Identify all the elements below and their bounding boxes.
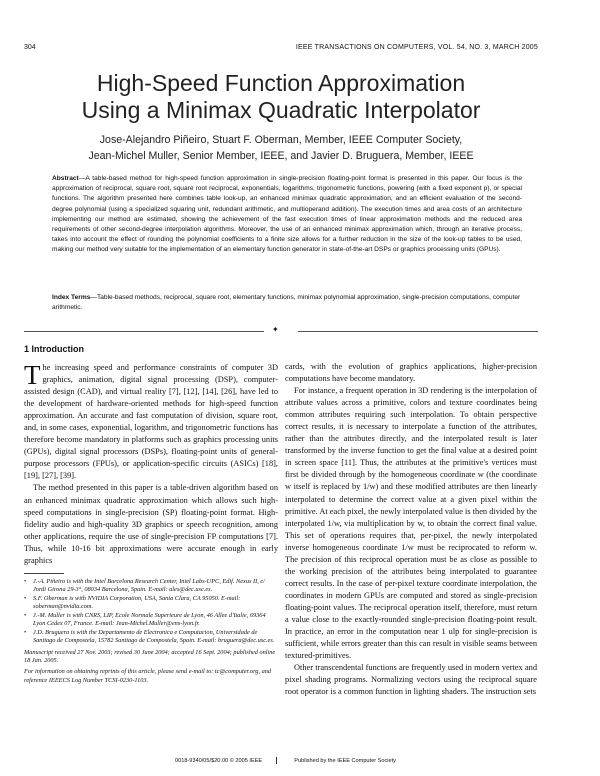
running-header <box>24 44 538 56</box>
drop-cap: T <box>24 360 41 390</box>
journal-running-head: IEEE TRANSACTIONS ON COMPUTERS, VOL. 54, NO. 3, MARCH 2005 <box>295 44 538 51</box>
authors-line-1: Jose-Alejandro Piñeiro, Stuart F. Oberman, Member, IEEE Computer Society, <box>99 134 463 146</box>
paper-title <box>24 70 538 124</box>
footnote-item <box>24 595 278 612</box>
footnote-text: J.D. Bruguera is with the Departamento de Electronica e Computacion, Universidade de Santiago de Compostela, 15782 Santiago de Compostela, Spain. E-mail: bruguera@dec.usc.es. <box>33 629 275 645</box>
right-paragraph-1: cards, with the evolution of graphics applications, higher-precision computations have become mandatory. <box>285 362 537 384</box>
index-terms-label: Index Terms <box>52 294 91 301</box>
divider-line-right <box>298 331 538 332</box>
intro-paragraph-2: The method presented in this paper is a table-driven algorithm based on an enhanced minimax quadratic approximation which allows such high-speed computations in single-precision (SP) floating-point format. High-fidelity audio and high-quality 3D graphics or speech recognition, among other applications, require the use of single-precision FP computations [7]. Thus, while 10-16 bit approximations were accurate enough in early graphics <box>24 483 278 565</box>
page-number: 304 <box>24 44 36 51</box>
index-terms <box>52 293 522 313</box>
index-terms-text: —Table-based methods, reciprocal, square root, elementary functions, minimax polynomial approximation, single-precision computations, computer arithmetic. <box>52 294 521 312</box>
footnote-text: J.-M. Muller is with CNRS, LIP, Ecole Normale Superieure de Lyon, 46 Allee d'Italie, 69364 Lyon Cedex 07, France. E-mail: Jean-Michel.Muller@ens-lyon.fr. <box>33 611 266 628</box>
divider-ornament-icon: ✦ <box>272 325 279 334</box>
footnote-bullet-icon: • <box>24 577 27 585</box>
section-heading: 1 Introduction <box>24 344 84 354</box>
bottom-separator <box>276 757 277 764</box>
abstract-label: Abstract <box>52 175 79 182</box>
right-column <box>285 361 537 698</box>
publisher-line: Published by the IEEE Computer Society <box>294 757 396 764</box>
author-list <box>24 132 538 164</box>
footnote-rule <box>24 573 64 574</box>
reprints-note: For information on obtaining reprints of this article, please send e-mail to: tc@computer.org, and reference IEEECS Log Number TCSI-0230-1103. <box>24 668 272 684</box>
section-divider <box>24 327 538 335</box>
footnote-bullet-icon: • <box>24 611 27 619</box>
right-paragraph-2: For instance, a frequent operation in 3D rendering is the interpolation of attribute values across a primitive, colors and texture coordinates being common attributes requiring such interpolation. To obtain perspective correct results, it is necessary to interpolate a function of the attributes, rather than the attributes directly, and the interpolated result is later transformed by the inverse function to get the final value at a desired point in screen space [11]. Thus, the attributes at the primitive's vertices must first be divided through by the homogeneous coordinate w (the coordinate w itself is replaced by 1/w) and these modified attributes are then linearly interpolated to determine the correct value at a given pixel within the primitive. At each pixel, the newly interpolated value is then divided by the interpolated 1/w, via multiplication by w, to obtain the correct final value. This set of operations requires that, per-pixel, the newly interpolated inverse homogeneous coordinate 1/w must be reciprocated to reform w. The precision of this reciprocal operation must be as close as possible to the working precision of the attributes being interpolated to guarantee correct results. In the case of per-pixel texture coordinate interpolation, the coordinates in modern GPUs are computed and stored as single-precision floating-point values. The reciprocal operation itself, therefore, must return a value close to the exactly-rounded single-precision floating-point result. In practice, an error in the computation near 1 ulp for single-precision is sufficient, while errors greater than this can result in visible seams between textured-primitives. <box>285 386 537 661</box>
intro-paragraph-1-text: he increasing speed and performance constraints of computer 3D graphics, animation, digital signal processing (DSP), computer-assisted design (CAD), and virtual reality [7], [12], [14], [26], have led to the development of hardware-oriented methods for high-speed function approximation. An accurate and fast computation of division, square root, and, in some cases, exponential, logarithm, and trigonometric functions has therefore become mandatory in platforms such as graphics processing units (GPUs), digital signal processors (DSPs), floating-point units of general-purpose processors (FPUs), or application-specific circuits (ASICs) [18], [19], [27], [39]. <box>24 363 278 481</box>
title-line-2: Using a Minimax Quadratic Interpolator <box>81 97 481 123</box>
issn-copyright: 0018-9340/05/$20.00 © 2005 IEEE <box>175 757 263 764</box>
footnote-item <box>24 578 278 595</box>
bottom-line <box>175 757 396 764</box>
authors-line-2: Jean-Michel Muller, Senior Member, IEEE, and Javier D. Bruguera, Member, IEEE <box>88 150 474 162</box>
title-line-1: High-Speed Function Approximation <box>96 70 466 96</box>
abstract <box>52 174 522 256</box>
footnote-text: S.F. Oberman is with NVIDIA Corporation, USA, Santa Clara, CA 95050. E-mail: soberman@nvidia.com. <box>33 594 241 611</box>
footnote-bullet-icon: • <box>24 594 27 602</box>
abstract-text: —A table-based method for high-speed function approximation in single-precision floating-point format is presented in this paper. Our focus is the approximation of reciprocal, square root, square root reciprocal, exponentials, logarithms, trigonometric functions, powering (with a fixed exponent p), or special functions. The algorithm presented here combines table look-up, an enhanced minimax quadratic approximation, and an efficient evaluation of the second-degree polynomial (using a specialized squaring unit, redundant arithmetic, and multioperand addition). The execution times and area costs of an architecture implementing our method are estimated, showing the achievement of the fast execution times of linear approximation methods and the reduced area requirements of other second-degree interpolation algorithms. Moreover, the use of an enhanced minimax approximation which, through an iterative process, takes into account the effect of rounding the polynomial coefficients to a finite size allows for a further reduction in the size of the look-up tables to be used, making our method very suitable for the implementation of an elementary function generator in state-of-the-art DSPs or graphics processing units (GPUs). <box>52 175 522 254</box>
footnote-text: J.-A. Piñeiro is with the Intel Barcelona Research Center, Intel Labs-UPC, Edif. Nexus II, c/ Jordi Girona 29-3°, 08034 Barcelona, Spain. E-mail: ales@dec.usc.es. <box>33 577 265 594</box>
footnote-bullet-icon: • <box>24 629 27 637</box>
divider-line-left <box>24 331 264 332</box>
right-paragraph-3: Other transcendental functions are frequently used in modern vertex and pixel shading programs. Normalizing vectors using the reciprocal square root operator is a common function in lighting shaders. The instruction sets <box>285 663 537 697</box>
footnote-item <box>24 629 278 646</box>
footnotes <box>24 578 278 685</box>
left-column <box>24 344 278 685</box>
footnote-item <box>24 612 278 629</box>
intro-paragraph-1 <box>24 362 278 482</box>
manuscript-note: Manuscript received 27 Nov. 2003; revised 30 June 2004; accepted 16 Sept. 2004; published online 18 Jan. 2005. <box>24 648 276 664</box>
